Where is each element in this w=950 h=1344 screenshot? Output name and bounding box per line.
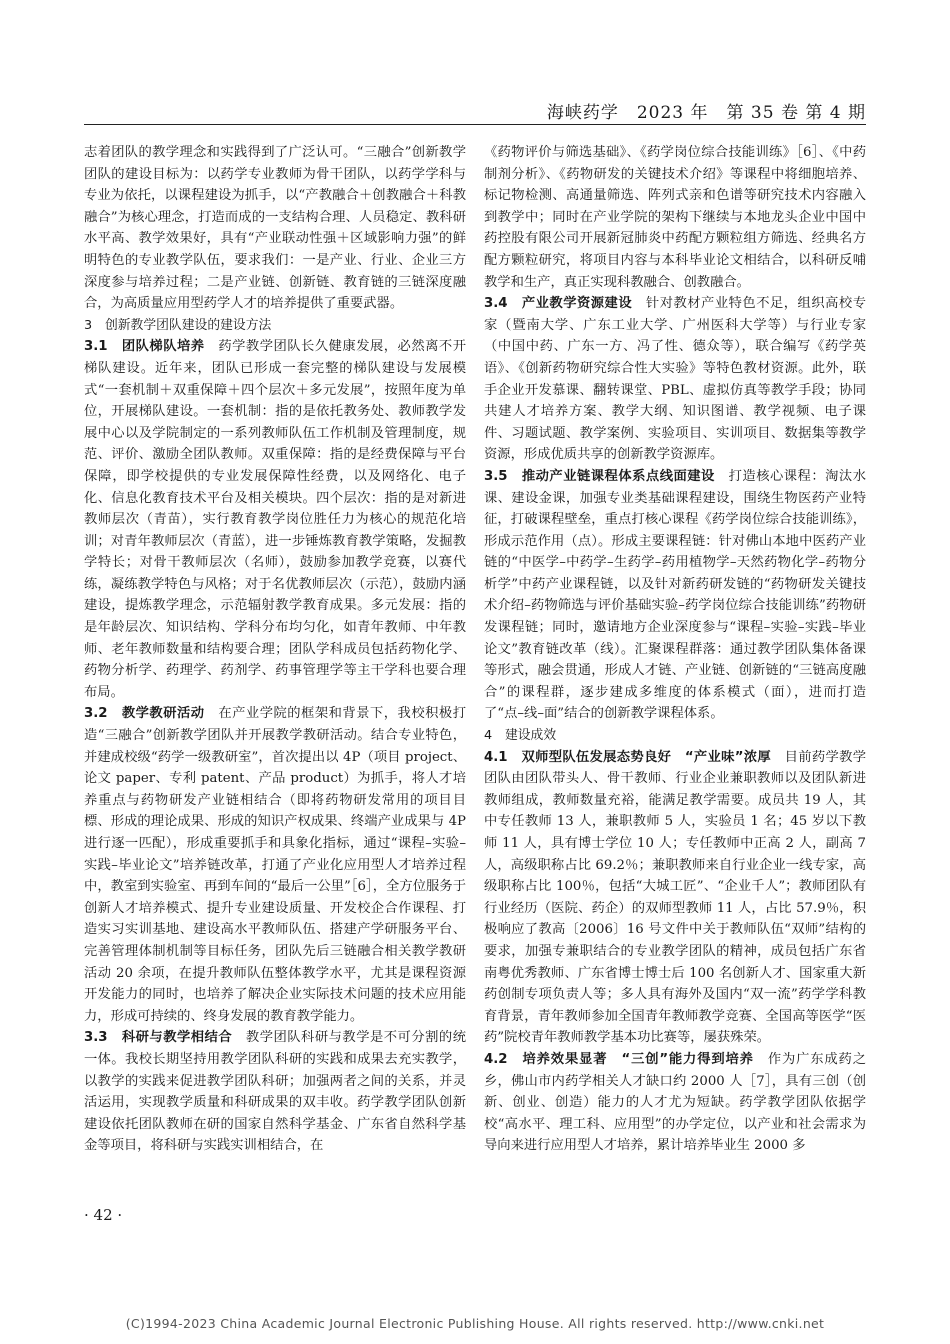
- page-number: · 42 ·: [84, 1206, 123, 1224]
- section-3-2-heading: 3.2 教学教研活动: [84, 706, 205, 722]
- section-3-1-heading: 3.1 团队梯队培养: [84, 339, 205, 355]
- section-4-2: [484, 1049, 866, 1157]
- copyright-footer: (C)1994-2023 China Academic Journal Electronic Publishing House. All rights reserved. http://www.cnki.net: [125, 1316, 825, 1331]
- section-3-3-heading: 3.3 科研与教学相结合: [84, 1030, 233, 1046]
- section-3-3: [84, 1027, 466, 1157]
- section-3-5: [484, 466, 866, 725]
- section-3-4: [484, 293, 866, 466]
- section-4-heading: 4 建设成效: [484, 728, 557, 744]
- header-divider: [84, 124, 866, 125]
- section-3-1-body: 药学教学团队长久健康发展，必然离不开梯队建设。近年来，团队已形成一套完整的梯队建设与发展模式“一套机制＋双重保障＋四个层次＋多元发展”，按照年度为单位，开展梯队建设。一套机制：指的是依托教务处、教师教学发展中心以及学院制定的一系列教师队伍工作机制及管理制度，规范、评价、激励全团队教师。双重保障：指的是经费保障与平台保障，即学校提供的专业发展保障性经费，以及网络化、电子化、信息化教育技术平台及相关模块。四个层次：指的是对新进教师层次（青苗），实行教育教学岗位胜任力为核心的规范化培训；对青年教师层次（青蓝），进一步锤炼教育教学策略，发掘教学特长；对骨干教师层次（名师），鼓励参加教学竞赛，以赛代练，凝练教学特色与风格；对于名优教师层次（示范），鼓励内涵建设，提炼教学理念，示范辐射教学教育成果。多元发展：指的是年龄层次、知识结构、学科分布均匀化，如青年教师、中年教师、老年教师数量和结构要合理；团队学科成员包括药物化学、药物分析学、药理学、药剂学、药事管理学等主干学科也要合理布局。: [84, 339, 466, 700]
- section-3-4-heading: 3.4 产业教学资源建设: [484, 296, 633, 312]
- left-column: [84, 142, 466, 1157]
- section-4-2-heading: 4.2 培养效果显著 “三创”能力得到培养: [484, 1051, 754, 1067]
- section-3-1: [84, 336, 466, 703]
- section-3-5-body: 打造核心课程：淘汰水课、建设金课，加强专业类基础课程建设，围绕生物医药产业特征，打破课程壁垒，重点打核心课程《药学岗位综合技能训练》，形成示范作用（点）。形成主要课程链：针对佛山本地中医药产业链的“中医学–中药学–生药学–药用植物学–天然药物化学–药物分析学”中药产业课程链，以及针对新药研发链的“药物研发关键技术介绍–药物筛选与评价基础实验–药学岗位综合技能训练”药物研发课程链；同时，邀请地方企业深度参与“课程–实验–实践–毕业论文”教育链改革（线）。汇聚课程群落：通过教学团队集体备课等形式，融会贯通，形成人才链、产业链、创新链的“三链高度融合”的课程群，逐步建成多维度的体系模式（面），进而打造了“点–线–面”结合的创新教学课程体系。: [484, 468, 867, 722]
- intro-paragraph: 志着团队的教学理念和实践得到了广泛认可。“三融合”创新教学团队的建设目标为：以药学专业教师为骨干团队，以药学学科与专业为依托，以课程建设为抓手，以“产教融合＋创教融合＋科教融合”为核心理念，打造而成的一支结构合理、人员稳定、教科研水平高、教学效果好，具有“产业联动性强＋区域影响力强”的鲜明特色的专业教学队伍，要求我们：一是产业、行业、企业三方深度参与培养过程；二是产业链、创新链、教育链的三链深度融合，为高质量应用型药学人才的培养提供了重要武器。: [84, 145, 466, 312]
- section-3-2-body: 在产业学院的框架和背景下，我校积极打造“三融合”创新教学团队并开展教学教研活动。结合专业特色，并建成校级“药学一级教研室”，首次提出以 4P（项目 project、论文 paper、专利 patent、产品 product）为抓手，将人才培养重点与药物研发产业链相结合（即将药物研发常用的项目目標、形成的理论成果、形成的知识产权成果、终端产业成果与 4P 进行逐一匹配），形成重要抓手和具象化指标，通过“课程–实验–实践–毕业论文”培养链改革，打通了产业化应用型人才培养过程中，教室到实验室、再到车间的“最后一公里”［6］，全方位服务于创新人才培养模式、提升专业建设质量、开发校企合作课程、打造实习实训基地、建设高水平教师队伍、搭建产学研服务平台、完善管理体制机制等目标任务，团队先后三链融合相关教学教研活动 20 余项，在提升教师队伍整体教学水平，尤其是课程资源开发能力的同时，也培养了解决企业实际技术问题的技术应用能力，形成可持续的、终身发展的教育教学能力。: [84, 706, 466, 1024]
- section-3-3-body: 教学团队科研与教学是不可分割的统一体。我校长期坚持用教学团队科研的实践和成果去充实教学，以教学的实践来促进教学团队科研；加强两者之间的关系，并灵活运用，实现教学质量和科研成果的双丰收。药学教学团队创新建设依托团队教师在研的国家自然科学基金、广东省自然科学基金等项目，将科研与实践实训相结合，在: [84, 1030, 466, 1154]
- section-4-2-body: 作为广东成药之乡，佛山市内药学相关人才缺口约 2000 人［7］，具有三创（创新、创业、创造）能力的人才尤为短缺。药学教学团队依据学校“高水平、理工科、应用型”的办学定位，以产业和社会需求为导向来进行应用型人才培养，累计培养毕业生 2000 多: [484, 1051, 866, 1154]
- section-3-2: [84, 703, 466, 1027]
- section-4-1-body: 目前药学教学团队由团队带头人、骨干教师、行业企业兼职教师以及团队新进教师组成，教师数量充裕，能满足教学需要。成员共 19 人，其中专任教师 13 人，兼职教师 5 人，实验员 1 名；45 岁以下教师 11 人，具有博士学位 10 人；专任教师中正高 2 人，副高 7 人，高级职称占比 69.2％；兼职教师来自行业企业一线专家，高级职称占比 100％，包括“大城工匠”、“企业千人”；教师团队有行业经历（医院、药企）的双师型教师 11 人，占比 57.9％，积极响应了教高〔2006〕16 号文件中关于教师队伍“双师”结构的要求，加强专兼职结合的专业教学团队的精神，成员包括广东省南粤优秀教师、广东省博士博士后 100 名创新人才、国家重大新药创制专项负责人等；多人具有海外及国内“双一流”药学学科教育背景，青年教师参加全国青年教师教学竞赛、全国高等医学“医药”院校青年教师教学基本功比赛等，屡获殊荣。: [484, 749, 866, 1046]
- section-4-1-heading: 4.1 双师型队伍发展态势良好 “产业味”浓厚: [484, 749, 772, 765]
- section-3-3-continued: 《药物评价与筛选基础》、《药学岗位综合技能训练》［6］、《中药制剂分析》、《药物研发的关键技术介绍》等课程中将细胞培养、标记物检测、高通量筛选、阵列式亲和色谱等研究技术内容融入到教学中；同时在产业学院的架构下继续与本地龙头企业中国中药控股有限公司开展新冠肺炎中药配方颗粒组方筛选、经典名方配方颗粒研究，将项目内容与本科毕业论文相结合，以科研反哺教学和生产，真正实现科教融合、创教融合。: [484, 145, 866, 290]
- journal-info: 海峡药学 2023 年 第 35 卷 第 4 期: [546, 103, 866, 123]
- section-3-4-body: 针对教材产业特色不足，组织高校专家（暨南大学、广东工业大学、广州医科大学等）与行业专家（中国中药、广东一方、冯了性、德众等），联合编写《药学英语》、《创新药物研究综合性大实验》等特色教材资源。此外，联手企业开发慕课、翻转课堂、PBL、虚拟仿真等教学手段；协同共建人才培养方案、教学大纲、知识图谱、教学视频、电子课件、习题试题、教学案例、实验项目、实训项目、数据集等教学资源，形成优质共享的创新教学资源库。: [484, 296, 866, 463]
- running-header: [84, 98, 866, 123]
- section-4-1: [484, 747, 866, 1049]
- section-3-5-heading: 3.5 推动产业链课程体系点线面建设: [484, 468, 715, 484]
- section-3-heading: 3 创新教学团队建设的建设方法: [84, 317, 272, 333]
- right-column: [484, 142, 866, 1157]
